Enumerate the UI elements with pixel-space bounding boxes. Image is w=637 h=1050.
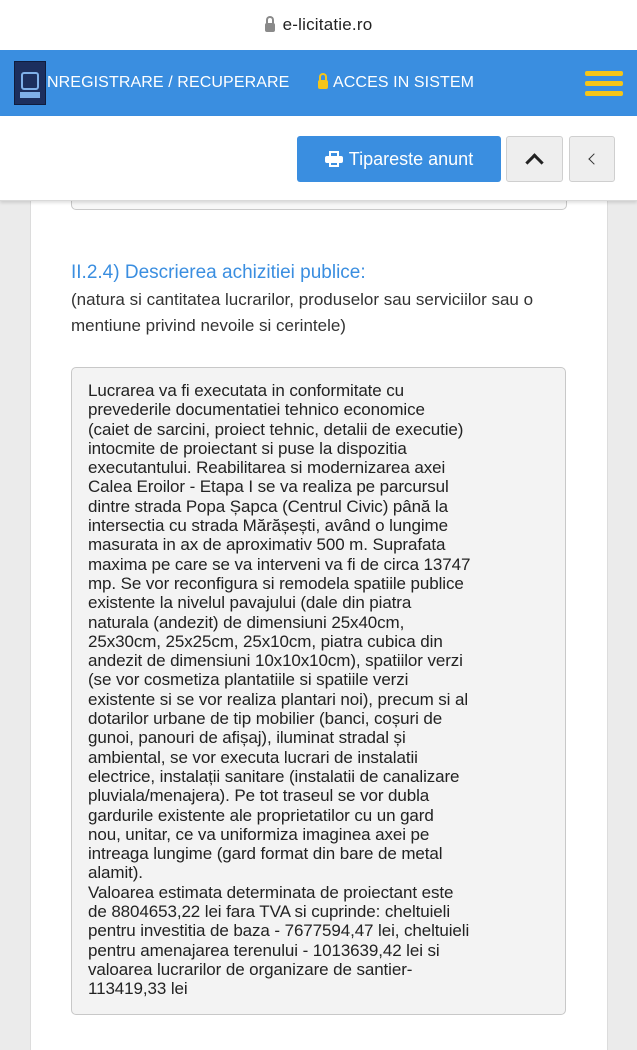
section-subtitle: (natura si cantitatea lucrarilor, produselor sau serviciilor sau o mentiune privind nevoile si cerintele) (71, 290, 534, 335)
browser-address-bar[interactable] (0, 0, 637, 50)
notice-content-card (30, 190, 608, 1050)
notice-toolbar (0, 116, 637, 201)
lock-icon (318, 80, 328, 89)
site-navbar (0, 50, 637, 116)
register-recover-link[interactable]: NREGISTRARE / RECUPERARE (47, 74, 290, 91)
chevron-up-icon (525, 153, 543, 171)
chevron-left-icon (588, 153, 599, 164)
logo-icon[interactable] (14, 61, 46, 105)
description-textbox[interactable]: Lucrarea va fi executata in conformitate cu prevederile documentatiei tehnico economice (caiet de sarcini, proiect tehnic, detalii de executie) intocmite de proiectant si puse la dispozitia executantului. Reabilitarea si modernizarea axei Calea Eroilor - Etapa I se va realiza pe parcursul dintre strada Popa Șapca (Centrul Civic) până la intersectia cu strada Mărășești, având o lungime masurata in ax de aproximativ 500 m. Suprafata maxima pe care se va interveni va fi de circa 13747 mp. Se vor reconfigura si remodela spatiile publice existente la nivelul pavajului (dale din piatra naturala (andezit) de dimensiuni 25x40cm, 25x30cm, 25x25cm, 25x10cm, piatra cubica din andezit de dimensiuni 10x10x10cm), spatiilor verzi (se vor cosmetiza plantatiile si spatiile verzi existente si se vor realiza plantari noi), precum si al dotarilor urbane de tip mobilier (banci, coșuri de gunoi, panouri de afișaj), iluminat stradal și ambiental, se vor executa lucrari de instalatii electrice, instalații sanitare (instalatii de canalizare pluviala/menajera). Pe tot traseul se vor dubla gardurile existente ale proprietatilor cu un gard nou, unitar, ce va uniformiza imaginea axei pe intreaga lungime (gard format din bare de metal alamit). Valoarea estimata determinata de proiectant este de 8804653,22 lei fara TVA si cuprinde: cheltuieli pentru investitia de baza - 7677594,47 lei, cheltuieli pentru amenajarea terenului - 1013639,42 lei si valoarea lucrarilor de organizare de santier- 113419,33 lei (71, 367, 566, 1015)
hamburger-menu-icon[interactable] (585, 71, 623, 97)
print-notice-label: Tipareste anunt (348, 148, 474, 169)
back-button[interactable] (569, 136, 615, 182)
system-access-link[interactable] (318, 74, 474, 92)
printer-icon (325, 151, 343, 167)
lock-icon (265, 23, 275, 32)
system-access-label: ACCES IN SISTEM (333, 74, 475, 91)
print-notice-button[interactable] (297, 136, 501, 182)
browser-url[interactable]: e-licitatie.ro (282, 15, 373, 34)
scroll-up-button[interactable] (506, 136, 563, 182)
section-title: II.2.4) Descrierea achizitiei publice: (71, 262, 366, 283)
